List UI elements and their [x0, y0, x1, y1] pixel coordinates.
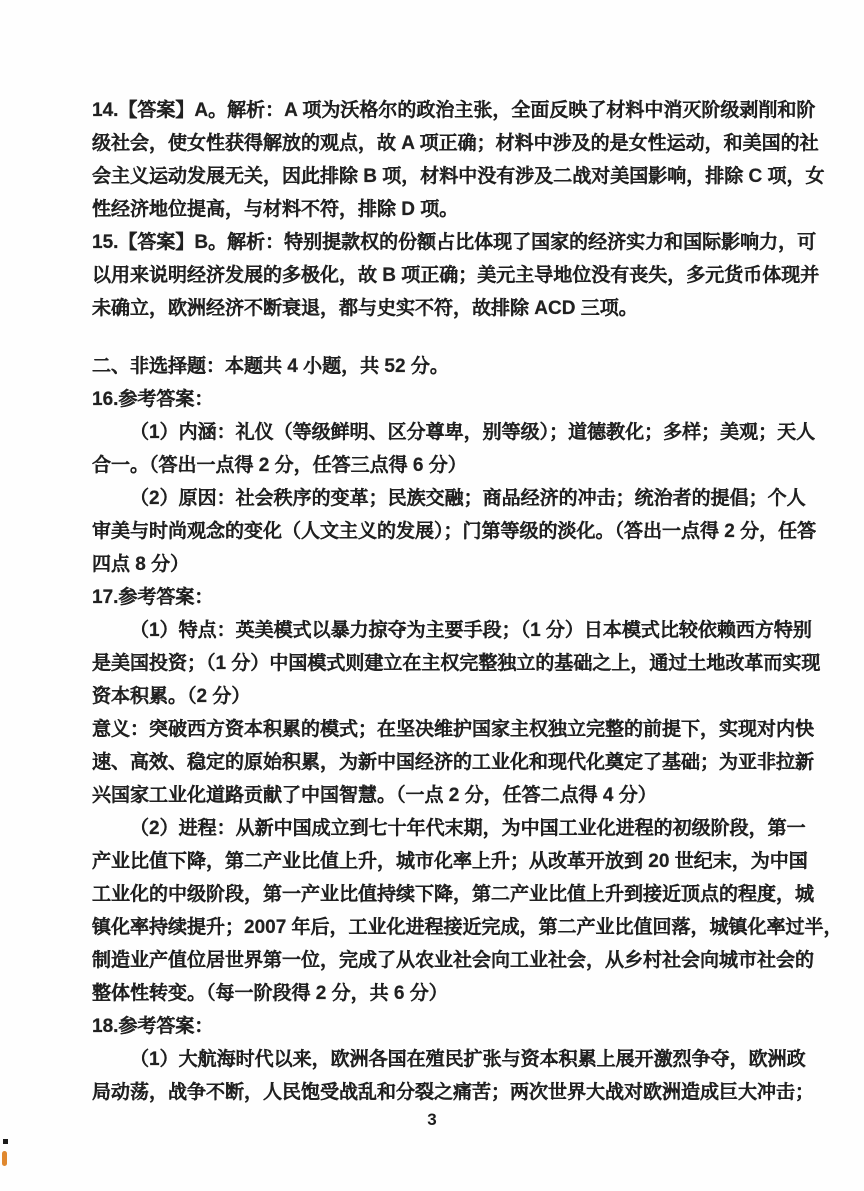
answer-16-part2	[92, 482, 817, 581]
answer-15	[92, 226, 820, 325]
answer-17-meaning	[92, 713, 815, 812]
answer-17-label	[92, 581, 776, 614]
text-line: 以用来说明经济发展的多极化，故 B 项正确；美元主导地位没有丧失，多元货币体现并	[92, 265, 820, 286]
text-line: 15.【答案】B。解析：特别提款权的份额占比体现了国家的经济实力和国际影响力，可	[92, 232, 817, 253]
text-line: 镇化率持续提升；2007 年后，工业化进程接近完成，第二产业比值回落，城镇化率过半，	[92, 917, 843, 938]
document-body	[92, 94, 843, 1109]
text-line: 资本积累。（2 分）	[92, 686, 251, 707]
answer-18-label	[92, 1010, 776, 1043]
answer-17-part2	[92, 812, 843, 1010]
text-line: 审美与时尚观念的变化（人文主义的发展）；门第等级的淡化。（答出一点得 2 分，任答	[92, 521, 817, 542]
text-line: 级社会，使女性获得解放的观点，故 A 项正确；材料中涉及的是女性运动，和美国的社	[92, 133, 819, 154]
text-line: （2）原因：社会秩序的变革；民族交融；商品经济的冲击；统治者的提倡；个人	[130, 488, 806, 509]
margin-dot	[3, 1139, 8, 1144]
text-line: 制造业产值位居世界第一位，完成了从农业社会向工业社会，从乡村社会向城市社会的	[92, 950, 815, 971]
text-line: （2）进程：从新中国成立到七十年代末期，为中国工业化进程的初级阶段，第一	[130, 818, 806, 839]
text-line: 产业比值下降，第二产业比值上升，城市化率上升；从改革开放到 20 世纪末，为中国	[92, 851, 808, 872]
text-line: 速、高效、稳定的原始积累，为新中国经济的工业化和现代化奠定了基础；为亚非拉新	[92, 752, 815, 773]
text-line: 整体性转变。（每一阶段得 2 分，共 6 分）	[92, 983, 448, 1004]
text-line: 局动荡，战争不断，人民饱受战乱和分裂之痛苦；两次世界大战对欧洲造成巨大冲击；	[92, 1082, 815, 1103]
page-number: 3	[427, 1110, 437, 1129]
text-line: 17.参考答案：	[92, 587, 214, 608]
text-line: （1）内涵：礼仪（等级鲜明、区分尊卑，别等级）；道德教化；多样；美观；天人	[130, 422, 816, 443]
answer-14	[92, 94, 825, 226]
section-2-heading	[92, 350, 776, 383]
text-line: 是美国投资；（1 分）中国模式则建立在主权完整独立的基础之上，通过土地改革而实现	[92, 653, 821, 674]
text-line: 四点 8 分）	[92, 554, 190, 575]
text-line: （1）特点：英美模式以暴力掠夺为主要手段；（1 分）日本模式比较依赖西方特别	[130, 620, 812, 641]
text-line: （1）大航海时代以来，欧洲各国在殖民扩张与资本积累上展开激烈争夺，欧洲政	[130, 1049, 806, 1070]
margin-accent-bar	[2, 1151, 7, 1166]
answer-16-label	[92, 383, 776, 416]
text-line: 工业化的中级阶段，第一产业比值持续下降，第二产业比值上升到接近顶点的程度，城	[92, 884, 815, 905]
answer-17-part1	[92, 614, 821, 713]
text-line: 18.参考答案：	[92, 1016, 214, 1037]
text-line: 意义：突破西方资本积累的模式；在坚决维护国家主权独立完整的前提下，实现对内快	[92, 719, 815, 740]
text-line: 未确立，欧洲经济不断衰退，都与史实不符，故排除 ACD 三项。	[92, 298, 638, 319]
text-line: 16.参考答案：	[92, 389, 214, 410]
text-line: 14.【答案】A。解析：A 项为沃格尔的政治主张，全面反映了材料中消灭阶级剥削和阶	[92, 100, 816, 121]
answer-18-part1	[92, 1043, 815, 1109]
text-line: 合一。（答出一点得 2 分，任答三点得 6 分）	[92, 455, 467, 476]
text-line: 二、非选择题：本题共 4 小题，共 52 分。	[92, 356, 449, 377]
text-line: 会主义运动发展无关，因此排除 B 项，材料中没有涉及二战对美国影响，排除 C 项，女	[92, 166, 825, 187]
text-line: 兴国家工业化道路贡献了中国智慧。（一点 2 分，任答二点得 4 分）	[92, 785, 657, 806]
text-line: 性经济地位提高，与材料不符，排除 D 项。	[92, 199, 459, 220]
answer-16-part1	[92, 416, 816, 482]
